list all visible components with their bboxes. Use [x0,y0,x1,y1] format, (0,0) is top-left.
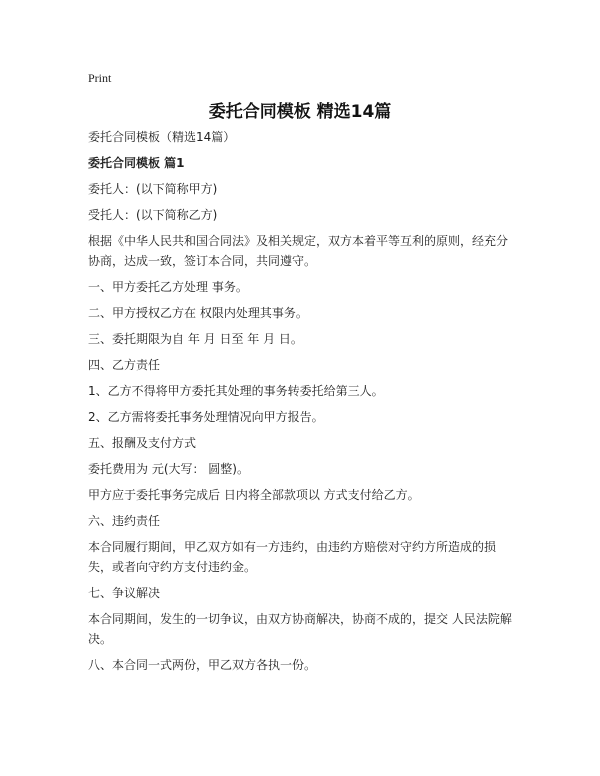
paragraph: 委托费用为 元(大写： 圆整)。 [88,462,249,476]
paragraph: 七、争议解决 [88,586,161,600]
paragraph: 八、本合同一式两份，甲乙双方各执一份。 [88,658,317,672]
paragraph: 五、报酬及支付方式 [88,436,197,450]
print-label[interactable]: Print [88,71,112,85]
paragraph: 本合同履行期间，甲乙双方如有一方违约，由违约方赔偿对守约方所造成的损失，或者向守约方支付违约金。 [88,540,497,574]
paragraph: 根据《中华人民共和国合同法》及相关规定，双方本着平等互利的原则，经充分协商，达成一致，签订本合同，共同遵守。 [88,234,509,268]
page-title: 委托合同模板 精选14篇 [208,102,392,122]
section-heading: 委托合同模板 篇1 [88,156,185,170]
paragraph: 二、甲方授权乙方在 权限内处理其事务。 [88,306,308,320]
paragraph: 三、委托期限为自 年 月 日至 年 月 日。 [88,332,303,346]
paragraph: 受托人：(以下简称乙方) [88,208,218,222]
paragraph: 1、乙方不得将甲方委托其处理的事务转委托给第三人。 [88,384,384,398]
paragraph: 四、乙方责任 [88,358,161,372]
paragraph: 2、乙方需将委托事务处理情况向甲方报告。 [88,410,324,424]
paragraph: 甲方应于委托事务完成后 日内将全部款项以 方式支付给乙方。 [88,488,420,502]
document-body [88,127,518,681]
document-subtitle: 委托合同模板（精选14篇） [88,130,236,144]
paragraph: 本合同期间，发生的一切争议，由双方协商解决，协商不成的，提交 人民法院解决。 [88,612,512,646]
paragraph: 委托人：(以下简称甲方) [88,182,218,196]
paragraph: 六、违约责任 [88,514,161,528]
paragraph: 一、甲方委托乙方处理 事务。 [88,280,248,294]
